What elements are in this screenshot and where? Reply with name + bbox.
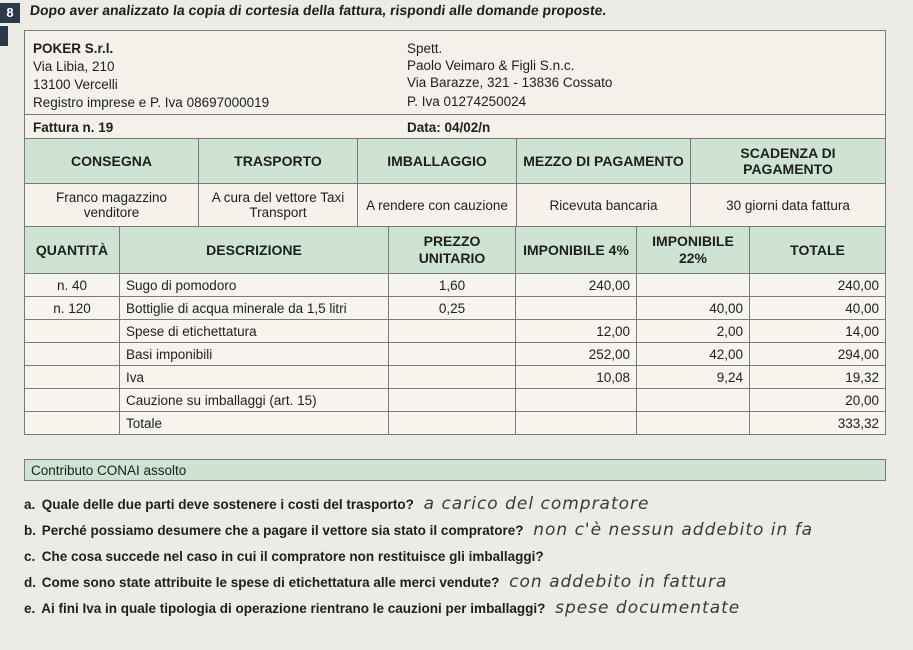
description-cell: Spese di etichettatura: [120, 320, 389, 343]
unit-price-cell: [389, 343, 516, 366]
description-cell: Sugo di pomodoro: [120, 274, 389, 297]
column-header: QUANTITÀ: [25, 227, 120, 274]
description-cell: Cauzione su imballaggi (art. 15): [120, 389, 389, 412]
table-row: [25, 274, 886, 297]
condition-value: 30 giorni data fattura: [691, 184, 886, 227]
question-text: Ai fini Iva in quale tipologia di operazione rientrano le cauzioni per imballaggi?: [41, 601, 546, 616]
question-letter: c.: [24, 549, 36, 564]
column-header: IMPONIBILE 22%: [637, 227, 750, 274]
taxable-22-cell: 2,00: [637, 320, 750, 343]
invoice-items-table: [24, 226, 886, 435]
handwritten-answer: non c'è nessun addebito in fa: [533, 520, 814, 540]
seller-city: 13100 Vercelli: [33, 77, 118, 92]
question-item: [24, 598, 913, 624]
buyer-vat: P. Iva 01274250024: [407, 94, 527, 109]
question-item: [24, 520, 913, 546]
taxable-22-cell: [637, 274, 750, 297]
instruction-text: Dopo aver analizzato la copia di cortesia della fattura, rispondi alle domande proposte.: [29, 2, 608, 18]
table-row: [25, 389, 886, 412]
unit-price-cell: [389, 412, 516, 435]
questions-list: [24, 494, 913, 624]
condition-value: A rendere con cauzione: [358, 184, 517, 227]
taxable-22-cell: 9,24: [637, 366, 750, 389]
description-cell: Bottiglie di acqua minerale da 1,5 litri: [120, 297, 389, 320]
handwritten-answer: con addebito in fattura: [509, 572, 728, 592]
condition-header: IMBALLAGGIO: [358, 139, 517, 184]
question-letter: e.: [24, 601, 36, 616]
quantity-cell: n. 120: [25, 297, 120, 320]
conditions-table: [24, 138, 886, 227]
table-row: [25, 297, 886, 320]
condition-header: TRASPORTO: [199, 139, 358, 184]
table-row: [25, 320, 886, 343]
table-row: [25, 366, 886, 389]
question-item: [24, 546, 913, 572]
column-header: PREZZO UNITARIO: [389, 227, 516, 274]
quantity-cell: [25, 389, 120, 412]
description-cell: Basi imponibili: [120, 343, 389, 366]
condition-value: Ricevuta bancaria: [517, 184, 691, 227]
taxable-22-cell: 40,00: [637, 297, 750, 320]
total-cell: 14,00: [750, 320, 886, 343]
quantity-cell: [25, 412, 120, 435]
column-header: IMPONIBILE 4%: [516, 227, 637, 274]
question-letter: b.: [24, 523, 36, 538]
taxable-4-cell: [516, 412, 637, 435]
question-item: [24, 494, 913, 520]
unit-price-cell: 0,25: [389, 297, 516, 320]
total-cell: 20,00: [750, 389, 886, 412]
question-text: Come sono state attribuite le spese di etichettatura alle merci vendute?: [41, 575, 500, 590]
condition-header: CONSEGNA: [25, 139, 199, 184]
total-cell: 294,00: [750, 343, 886, 366]
table-row: [25, 343, 886, 366]
conai-note: Contributo CONAI assolto: [24, 459, 886, 481]
table-row: [25, 412, 886, 435]
taxable-4-cell: 240,00: [516, 274, 637, 297]
handwritten-answer: spese documentate: [555, 598, 741, 618]
taxable-22-cell: [637, 412, 750, 435]
question-letter: a.: [24, 497, 36, 512]
quantity-cell: [25, 343, 120, 366]
seller-address: Via Libia, 210: [33, 59, 115, 74]
invoice-date: Data: 04/02/n: [407, 120, 491, 135]
question-letter: d.: [24, 575, 36, 590]
question-text: Perché possiamo desumere che a pagare il vettore sia stato il compratore?: [41, 523, 524, 538]
column-header: TOTALE: [750, 227, 886, 274]
unit-price-cell: 1,60: [389, 274, 516, 297]
total-cell: 240,00: [750, 274, 886, 297]
taxable-4-cell: 252,00: [516, 343, 637, 366]
buyer-name: Paolo Veimaro & Figli S.n.c.: [407, 58, 575, 73]
margin-marker: [0, 26, 8, 46]
description-cell: Iva: [120, 366, 389, 389]
taxable-4-cell: [516, 297, 637, 320]
column-header: DESCRIZIONE: [120, 227, 389, 274]
condition-value: A cura del vettore Taxi Transport: [199, 184, 358, 227]
condition-header: SCADENZA DI PAGAMENTO: [691, 139, 886, 184]
quantity-cell: [25, 366, 120, 389]
invoice-number: Fattura n. 19: [33, 120, 114, 135]
unit-price-cell: [389, 320, 516, 343]
buyer-address: Via Barazze, 321 - 13836 Cossato: [407, 75, 613, 90]
total-cell: 40,00: [750, 297, 886, 320]
question-text: Che cosa succede nel caso in cui il compratore non restituisce gli imballaggi?: [41, 549, 544, 564]
description-cell: Totale: [120, 412, 389, 435]
unit-price-cell: [389, 366, 516, 389]
taxable-22-cell: [637, 389, 750, 412]
buyer-label: Spett.: [407, 41, 443, 56]
seller-registry: Registro imprese e P. Iva 08697000019: [33, 95, 270, 110]
condition-header: MEZZO DI PAGAMENTO: [517, 139, 691, 184]
total-cell: 19,32: [750, 366, 886, 389]
taxable-4-cell: 12,00: [516, 320, 637, 343]
unit-price-cell: [389, 389, 516, 412]
total-cell: 333,32: [750, 412, 886, 435]
taxable-4-cell: [516, 389, 637, 412]
quantity-cell: n. 40: [25, 274, 120, 297]
quantity-cell: [25, 320, 120, 343]
seller-name: POKER S.r.l.: [33, 41, 114, 56]
condition-value: Franco magazzino venditore: [25, 184, 199, 227]
taxable-22-cell: 42,00: [637, 343, 750, 366]
handwritten-answer: a carico del compratore: [423, 494, 650, 514]
exercise-number-badge: 8: [0, 3, 20, 23]
taxable-4-cell: 10,08: [516, 366, 637, 389]
question-item: [24, 572, 913, 598]
question-text: Quale delle due parti deve sostenere i costi del trasporto?: [41, 497, 414, 512]
